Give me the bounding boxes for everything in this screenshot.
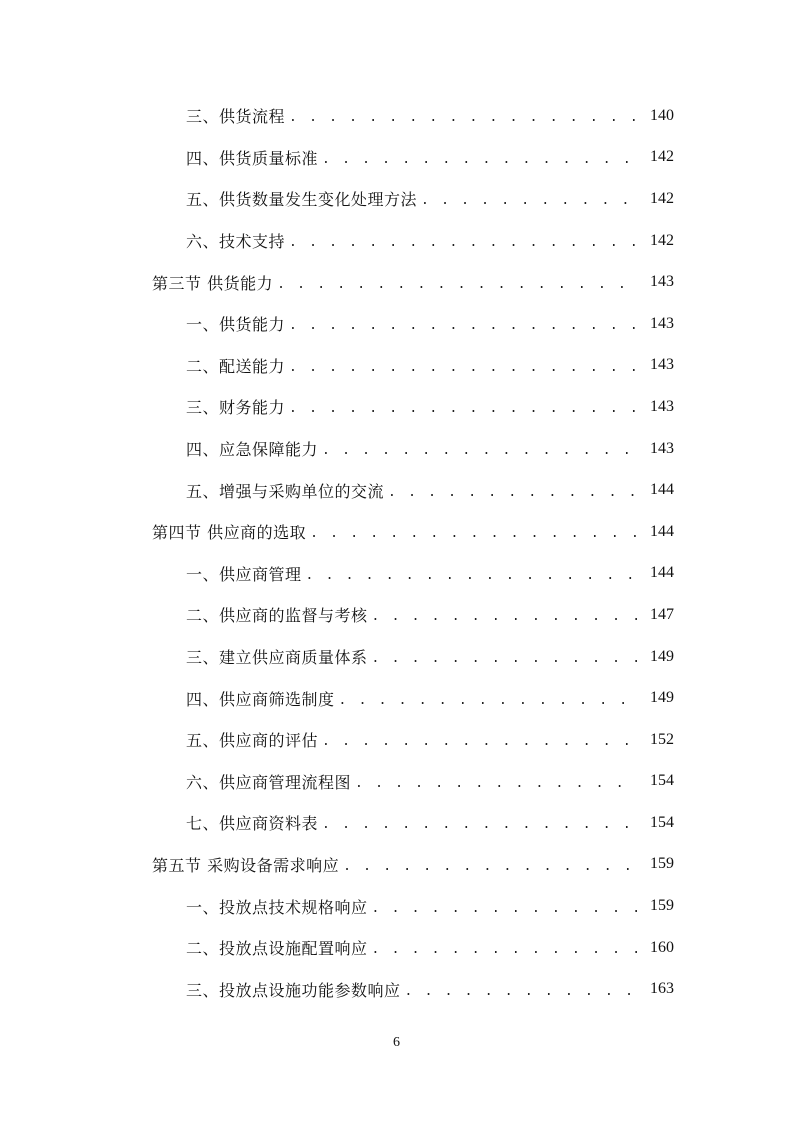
toc-entry[interactable] (0, 802, 793, 844)
dot-leader (289, 401, 638, 416)
dot-leader (289, 235, 638, 250)
toc-entry-page-number: 159 (650, 897, 674, 915)
toc-entry[interactable] (0, 885, 793, 927)
toc-entry-page-number: 142 (650, 231, 674, 249)
page-number: 6 (393, 1035, 400, 1050)
toc-entry-label: 三、供货流程 (186, 107, 286, 127)
toc-entry[interactable] (0, 303, 793, 345)
dot-leader (343, 859, 638, 874)
dot-leader (289, 360, 638, 375)
toc-entry-page-number: 149 (650, 689, 674, 707)
toc-entry-label: 第五节 采购设备需求响应 (152, 855, 340, 875)
toc-entry-page-number: 152 (650, 730, 674, 748)
toc-entry[interactable] (0, 261, 793, 303)
toc-entry[interactable] (0, 719, 793, 761)
toc-entry-label: 第四节 供应商的选取 (152, 523, 307, 543)
toc-entry-label: 六、供应商管理流程图 (186, 772, 352, 792)
toc-entry-label: 第三节 供货能力 (152, 273, 274, 293)
toc-entry-page-number: 159 (650, 855, 674, 873)
toc-entry-label: 二、供应商的监督与考核 (186, 606, 368, 626)
dot-leader (372, 609, 638, 624)
toc-entry-label: 四、应急保障能力 (186, 440, 319, 460)
dot-leader (289, 318, 638, 333)
dot-leader (310, 526, 638, 541)
toc-entry-label: 六、技术支持 (186, 232, 286, 252)
toc-entry[interactable] (0, 95, 793, 137)
toc-entry[interactable] (0, 345, 793, 387)
toc-entry-page-number: 143 (650, 439, 674, 457)
dot-leader (388, 485, 638, 500)
toc-entry-page-number: 143 (650, 314, 674, 332)
toc-entry-label: 五、供货数量发生变化处理方法 (186, 190, 418, 210)
toc-entry-label: 三、财务能力 (186, 398, 286, 418)
toc-entry-label: 三、建立供应商质量体系 (186, 648, 368, 668)
toc-entry-label: 四、供应商筛选制度 (186, 689, 335, 709)
dot-leader (355, 776, 638, 791)
toc-entry[interactable] (0, 594, 793, 636)
toc-entry-label: 五、增强与采购单位的交流 (186, 481, 385, 501)
dot-leader (372, 942, 638, 957)
toc-entry[interactable] (0, 428, 793, 470)
toc-entry-page-number: 143 (650, 397, 674, 415)
toc-entry-label: 一、供应商管理 (186, 564, 302, 584)
dot-leader (339, 693, 638, 708)
toc-entry-label: 二、配送能力 (186, 356, 286, 376)
toc-entry-page-number: 149 (650, 647, 674, 665)
dot-leader (277, 277, 638, 292)
dot-leader (322, 152, 638, 167)
dot-leader (322, 734, 638, 749)
toc-entry-page-number: 147 (650, 605, 674, 623)
toc-entry[interactable] (0, 553, 793, 595)
dot-leader (405, 984, 638, 999)
toc-entry-page-number: 144 (650, 522, 674, 540)
toc-entry-label: 一、投放点技术规格响应 (186, 897, 368, 917)
dot-leader (306, 568, 638, 583)
toc-entry-label: 三、投放点设施功能参数响应 (186, 980, 401, 1000)
toc-entry[interactable] (0, 386, 793, 428)
toc-entry[interactable] (0, 137, 793, 179)
toc-entry[interactable] (0, 178, 793, 220)
toc-entry-page-number: 144 (650, 564, 674, 582)
toc-entry-page-number: 163 (650, 980, 674, 998)
toc-entry-page-number: 144 (650, 481, 674, 499)
toc-entry-label: 二、投放点设施配置响应 (186, 939, 368, 959)
toc-entry-label: 四、供货质量标准 (186, 148, 319, 168)
toc-entry-page-number: 143 (650, 356, 674, 374)
table-of-contents (0, 95, 793, 1010)
dot-leader (372, 651, 638, 666)
toc-entry-label: 七、供应商资料表 (186, 814, 319, 834)
dot-leader (322, 443, 638, 458)
toc-entry[interactable] (0, 636, 793, 678)
dot-leader (372, 901, 638, 916)
toc-entry-page-number: 154 (650, 772, 674, 790)
toc-entry-page-number: 142 (650, 189, 674, 207)
toc-entry[interactable] (0, 511, 793, 553)
toc-entry[interactable] (0, 761, 793, 803)
dot-leader (289, 110, 638, 125)
toc-entry[interactable] (0, 844, 793, 886)
toc-entry-page-number: 143 (650, 273, 674, 291)
toc-entry-page-number: 142 (650, 148, 674, 166)
toc-entry-label: 一、供货能力 (186, 315, 286, 335)
toc-entry[interactable] (0, 927, 793, 969)
toc-entry-page-number: 154 (650, 813, 674, 831)
toc-entry[interactable] (0, 677, 793, 719)
toc-entry[interactable] (0, 968, 793, 1010)
toc-entry-page-number: 160 (650, 938, 674, 956)
toc-entry-page-number: 140 (650, 106, 674, 124)
toc-entry-label: 五、供应商的评估 (186, 731, 319, 751)
dot-leader (421, 193, 638, 208)
toc-entry[interactable] (0, 220, 793, 262)
toc-entry[interactable] (0, 469, 793, 511)
dot-leader (322, 817, 638, 832)
